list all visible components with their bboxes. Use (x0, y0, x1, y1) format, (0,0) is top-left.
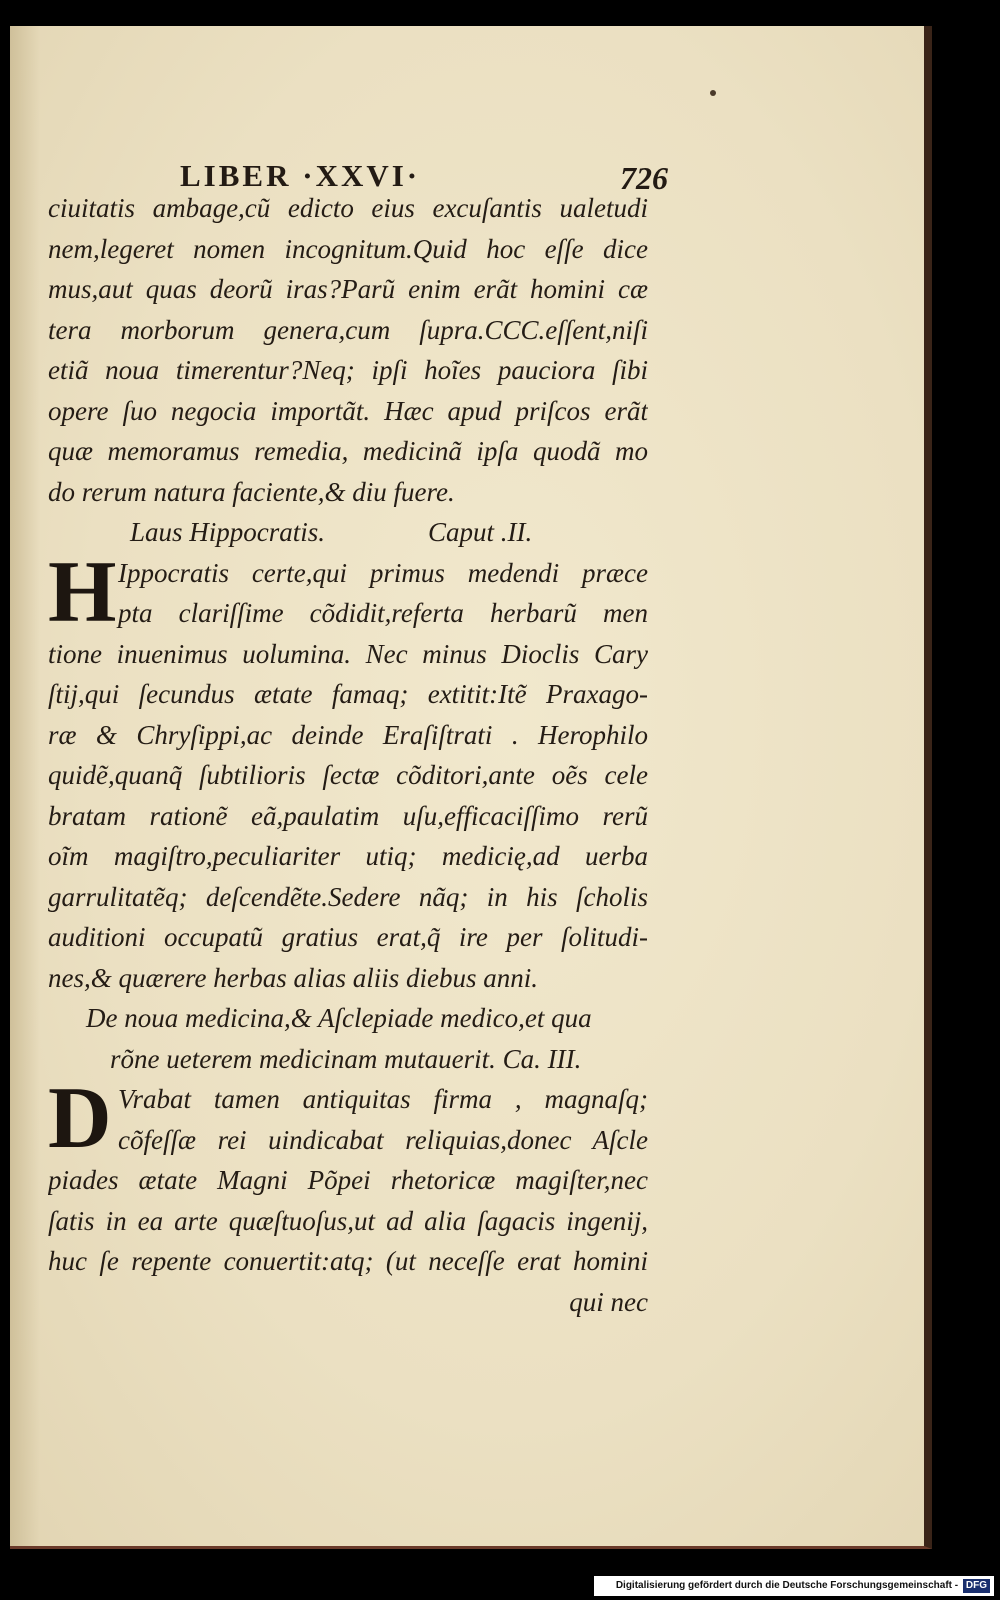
chapter-heading-line: rõne ueterem medicinam mutauerit. Ca. III. (110, 1043, 582, 1074)
text-line: ræ & Chryſippi,ac deinde Eraſiſtrati . Herophilo (48, 719, 648, 750)
ink-speck (710, 90, 716, 96)
text-line: cõfeſſæ rei uindicabat reliquias,donec Aſcle (118, 1124, 648, 1155)
text-line: mus,aut quas deorũ iras?Parũ enim erãt homini cæ (48, 274, 648, 304)
text-line: bratam rationẽ eã,paulatim uſu,efficaciſſimo rerũ (48, 800, 648, 831)
drop-cap: H (48, 543, 117, 641)
catchword: qui nec (569, 1286, 648, 1317)
text-line: auditioni occupatũ gratius erat,q̃ ire per ſolitudi- (48, 922, 648, 952)
text-line: garrulitatẽq; deſcendẽte.Sedere nãq; in his ſcholis (48, 881, 648, 912)
dfg-logo: DFG (963, 1579, 990, 1593)
text-line: do rerum natura faciente,& diu fuere. (48, 476, 455, 507)
text-line: oĩm magiſtro,peculiariter utiq; medicię,ad uerba (48, 841, 648, 871)
text-line: ſatis in ea arte quæſtuoſus,ut ad alia ſagacis ingenij, (48, 1205, 648, 1236)
paragraph-3 (48, 1070, 648, 1282)
text-line: nem,legeret nomen incognitum.Quid hoc eſſe dice (48, 233, 648, 264)
chapter-heading-line: De noua medicina,& Aſclepiade medico,et qua (86, 1003, 592, 1033)
chapter-title: Laus Hippocratis. (130, 517, 326, 547)
paragraph-2 (48, 543, 648, 999)
digitization-credit (594, 1576, 994, 1596)
text-line: tione inuenimus uolumina. Nec minus Dioclis Cary (48, 638, 648, 669)
text-line: opere ſuo negocia importãt. Hæc apud priſcos erãt (48, 395, 648, 426)
chapter-heading-3 (48, 998, 648, 1079)
drop-cap: D (48, 1070, 112, 1167)
text-line: etiã noua timerentur?Neq; ipſi hoĩes pauciora ſibi (48, 355, 648, 385)
text-line: Ippocratis certe,qui primus medendi præce (118, 557, 648, 588)
text-line: quæ memoramus remedia, medicinã ipſa quodã mo (48, 436, 648, 466)
text-line: quidẽ,quanq̃ ſubtilioris ſectæ cõditori,ante oẽs cele (48, 760, 648, 790)
text-line: nes,& quærere herbas alias aliis diebus anni. (48, 962, 538, 993)
credit-text: Digitalisierung gefördert durch die Deutsche Forschungsgemeinschaft - (615, 1580, 959, 1591)
page-number: 726 (620, 160, 668, 196)
text-line: tera morborum genera,cum ſupra.CCC.eſſent,niſi (48, 314, 648, 345)
text-line: Vrabat tamen antiquitas firma , magnaſq; (118, 1084, 648, 1114)
text-line: huc ſe repente conuertit:atq; (ut neceſſe erat homini (48, 1246, 648, 1276)
text-line: ciuitatis ambage,cũ edicto eius excuſantis ualetudi (48, 193, 648, 223)
chapter-number: Caput .II. (428, 517, 533, 547)
chapter-heading-2 (48, 512, 648, 553)
text-line: ſtij,qui ſecundus ætate famaq; extitit:Itẽ Praxago- (48, 679, 648, 709)
text-line: pta clariſſime cõdidit,referta herbarũ men (118, 598, 648, 628)
running-head: LIBER ·XXVI· (180, 158, 421, 193)
text-line: piades ætate Magni Põpei rhetoricæ magiſter,nec (48, 1165, 648, 1195)
paragraph-1 (48, 188, 648, 512)
gutter-shadow (10, 26, 40, 1546)
text-block (48, 188, 648, 1322)
